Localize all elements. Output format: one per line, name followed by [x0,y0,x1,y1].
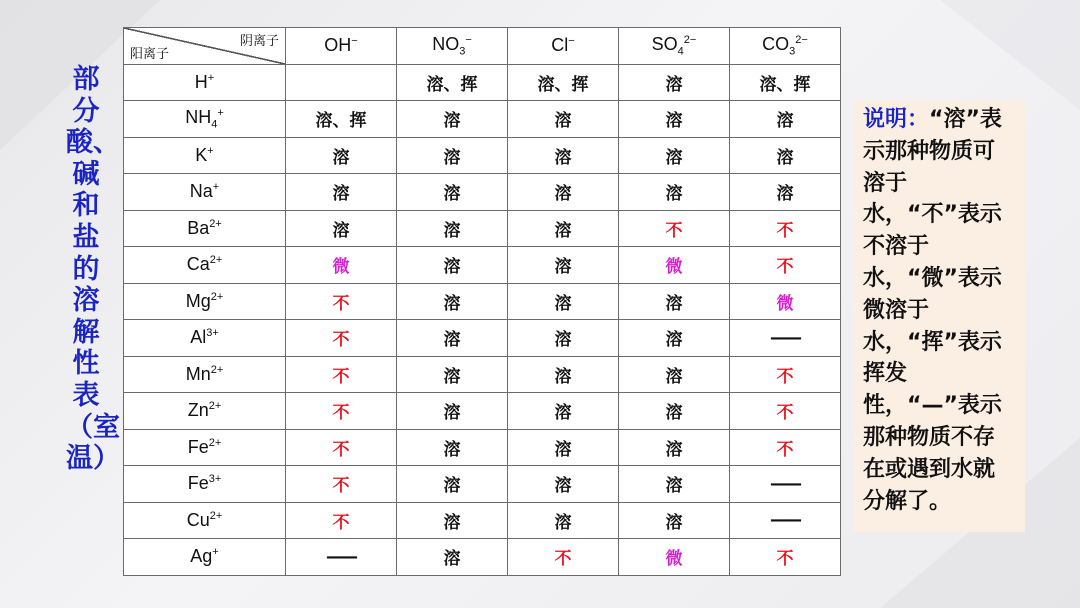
solubility-cell [619,283,730,320]
anion-formula: $NO_3^-$ [432,33,472,58]
cation-formula: $Mn^{2+}$ [185,363,224,384]
solubility-cell [397,283,508,320]
solubility-cell [286,101,397,138]
cation-header [124,539,286,576]
solubility-value: 溶 [776,184,794,205]
solubility-value: 溶 [554,184,572,205]
solubility-cell [508,320,619,357]
solubility-value: 不 [332,512,350,533]
solubility-value: 溶 [554,147,572,168]
note-label: 说明： [863,107,930,132]
solubility-value: 不 [332,439,350,460]
table-row [124,283,841,320]
table-row [124,320,841,357]
solubility-value: 溶 [443,184,461,205]
solubility-table [123,27,841,576]
solubility-cell [508,429,619,466]
anion-formula: OH− [324,35,358,56]
cation-formula: $Cu^{2+}$ [186,509,223,530]
solubility-value: 溶 [665,293,683,314]
solubility-value: 溶 [443,257,461,278]
solubility-value: —— [326,546,356,567]
solubility-value: 溶 [332,184,350,205]
solubility-cell [619,320,730,357]
anion-header [286,28,397,65]
solubility-cell [286,174,397,211]
solubility-value: 不 [332,403,350,424]
solubility-value: 溶 [443,549,461,570]
solubility-value: 不 [332,366,350,387]
solubility-cell [508,247,619,284]
solubility-value: 不 [776,220,794,241]
anion-formula: $CO_3^{2-}$ [762,33,808,58]
solubility-cell [730,247,841,284]
cation-header [124,429,286,466]
solubility-cell [619,174,730,211]
solubility-value: 溶 [443,330,461,351]
solubility-cell [508,101,619,138]
solubility-cell [508,210,619,247]
solubility-value: 溶 [332,147,350,168]
solubility-cell [730,210,841,247]
solubility-value: 溶 [443,293,461,314]
solubility-cell [730,539,841,576]
solubility-cell [508,283,619,320]
solubility-cell [286,429,397,466]
solubility-value: —— [770,473,800,494]
solubility-cell [730,393,841,430]
solubility-cell [619,356,730,393]
solubility-value: 溶、挥 [426,74,478,95]
cation-formula: $Ca^{2+}$ [186,254,223,275]
solubility-cell [286,539,397,576]
solubility-value: 溶 [554,330,572,351]
cation-formula: H+ [194,71,215,92]
solubility-value: 溶 [443,147,461,168]
table-row [124,502,841,539]
solubility-cell [730,101,841,138]
cation-formula: $Mg^{2+}$ [185,290,224,311]
solubility-cell [508,502,619,539]
solubility-cell [397,429,508,466]
solubility-cell [397,502,508,539]
anion-header [619,28,730,65]
table-row [124,174,841,211]
solubility-value: 不 [776,439,794,460]
solubility-value: 溶 [554,293,572,314]
table-row [124,64,841,101]
cation-header [124,393,286,430]
solubility-value: 溶、挥 [759,74,811,95]
solubility-value: 溶 [554,512,572,533]
cation-header [124,466,286,503]
solubility-value: 溶 [443,111,461,132]
solubility-cell [730,283,841,320]
cation-header [124,174,286,211]
table-header-row [124,28,841,65]
solubility-value: 溶 [554,220,572,241]
anion-header [730,28,841,65]
cation-header [124,283,286,320]
solubility-value: 溶 [554,366,572,387]
solubility-cell [619,429,730,466]
cation-formula: K+ [195,144,214,165]
table-row [124,539,841,576]
solubility-value: 溶 [443,366,461,387]
solubility-cell [619,101,730,138]
solubility-value: 微 [776,293,794,314]
solubility-value: 不 [776,549,794,570]
solubility-cell [730,64,841,101]
cation-formula: $Al^{3+}$ [190,327,219,348]
solubility-cell [286,210,397,247]
solubility-cell [508,393,619,430]
solubility-value: 溶 [665,439,683,460]
table-row [124,466,841,503]
solubility-cell [397,210,508,247]
solubility-value: 溶 [776,111,794,132]
solubility-value: 溶 [665,366,683,387]
table-row [124,247,841,284]
solubility-cell [619,247,730,284]
solubility-cell [730,502,841,539]
solubility-value: 溶 [443,439,461,460]
solubility-cell [286,283,397,320]
table-row [124,356,841,393]
solubility-value: 溶 [665,184,683,205]
solubility-cell [286,64,397,101]
solubility-cell [286,356,397,393]
solubility-cell [508,539,619,576]
solubility-value: 溶 [554,111,572,132]
note-text: “溶”表示那种物质可溶于水，“不”表示不溶于水，“微”表示微溶于水，“挥”表示挥发性，“—”表示那种物质不存在或遇到水就分解了。 [863,107,1002,514]
table-corner-header [124,28,286,65]
solubility-cell [508,64,619,101]
table-row [124,101,841,138]
solubility-value: 溶 [443,403,461,424]
cation-formula: $Ba^{2+}$ [187,217,222,238]
cation-formula: $Fe^{3+}$ [187,473,222,494]
solubility-cell [619,210,730,247]
cation-formula: $Fe^{2+}$ [187,436,222,457]
cation-header [124,64,286,101]
solubility-cell [619,539,730,576]
cation-header [124,101,286,138]
solubility-value: 溶 [665,74,683,95]
solubility-cell [730,320,841,357]
solubility-value: 溶 [554,403,572,424]
solubility-cell [730,429,841,466]
solubility-cell [619,502,730,539]
solubility-value: 溶 [665,330,683,351]
solubility-cell [286,320,397,357]
solubility-cell [397,64,508,101]
cation-formula: Ag+ [190,546,219,567]
solubility-cell [397,174,508,211]
cation-header [124,247,286,284]
solubility-cell [508,174,619,211]
solubility-value: 不 [332,476,350,497]
solubility-cell [619,393,730,430]
solubility-value: 溶 [443,476,461,497]
solubility-value: 微 [332,257,350,278]
solubility-cell [286,466,397,503]
anion-corner-label: 阴离子 [239,34,279,49]
solubility-value: 不 [665,220,683,241]
solubility-cell [619,137,730,174]
solubility-cell [397,393,508,430]
solubility-value: —— [770,327,800,348]
solubility-cell [619,466,730,503]
solubility-cell [397,539,508,576]
cation-header [124,356,286,393]
solubility-cell [508,466,619,503]
solubility-value: 溶 [665,476,683,497]
solubility-value: 溶、挥 [537,74,589,95]
table-row [124,393,841,430]
solubility-value: 溶、挥 [315,111,367,132]
solubility-cell [508,356,619,393]
cation-header [124,320,286,357]
anion-header [397,28,508,65]
solubility-value: 溶 [554,476,572,497]
solubility-value: 不 [332,293,350,314]
solubility-value: 溶 [554,439,572,460]
solubility-cell [397,356,508,393]
solubility-value: 溶 [776,147,794,168]
solubility-value: 溶 [665,111,683,132]
solubility-cell [286,393,397,430]
solubility-cell [397,320,508,357]
solubility-cell [397,466,508,503]
solubility-value: 不 [554,549,572,570]
solubility-cell [286,247,397,284]
solubility-value: 溶 [332,220,350,241]
solubility-cell [286,502,397,539]
table-row [124,429,841,466]
solubility-value: 微 [665,549,683,570]
solubility-value: 溶 [665,147,683,168]
solubility-cell [730,466,841,503]
cation-corner-label: 阳离子 [130,46,170,62]
solubility-cell [730,356,841,393]
solubility-cell [397,247,508,284]
solubility-cell [286,137,397,174]
table-row [124,137,841,174]
solubility-value: 微 [665,257,683,278]
solubility-cell [730,174,841,211]
cation-header [124,502,286,539]
anion-formula: $SO_4^{2-}$ [651,33,697,58]
solubility-value: 溶 [554,257,572,278]
cation-header [124,137,286,174]
solubility-value: 不 [776,257,794,278]
table-row [124,210,841,247]
anion-formula: Cl− [551,35,575,56]
solubility-value: 溶 [665,403,683,424]
solubility-cell [397,101,508,138]
background-shape [940,0,1080,110]
cation-formula: $NH_4^+$ [185,106,224,131]
solubility-value: 溶 [443,512,461,533]
solubility-value: 不 [776,403,794,424]
solubility-cell [619,64,730,101]
solubility-cell [508,137,619,174]
cation-formula: $Zn^{2+}$ [187,400,222,421]
legend-note [853,100,1025,532]
solubility-value: 不 [332,330,350,351]
cation-header [124,210,286,247]
solubility-value: 溶 [665,512,683,533]
solubility-value: 不 [776,366,794,387]
slide-title: 部分酸、碱和盐的溶解性表（室温） [66,64,120,475]
anion-header [508,28,619,65]
solubility-value: —— [770,510,800,531]
cation-formula: Na+ [189,181,220,202]
solubility-value: 溶 [443,220,461,241]
solubility-cell [397,137,508,174]
solubility-cell [730,137,841,174]
